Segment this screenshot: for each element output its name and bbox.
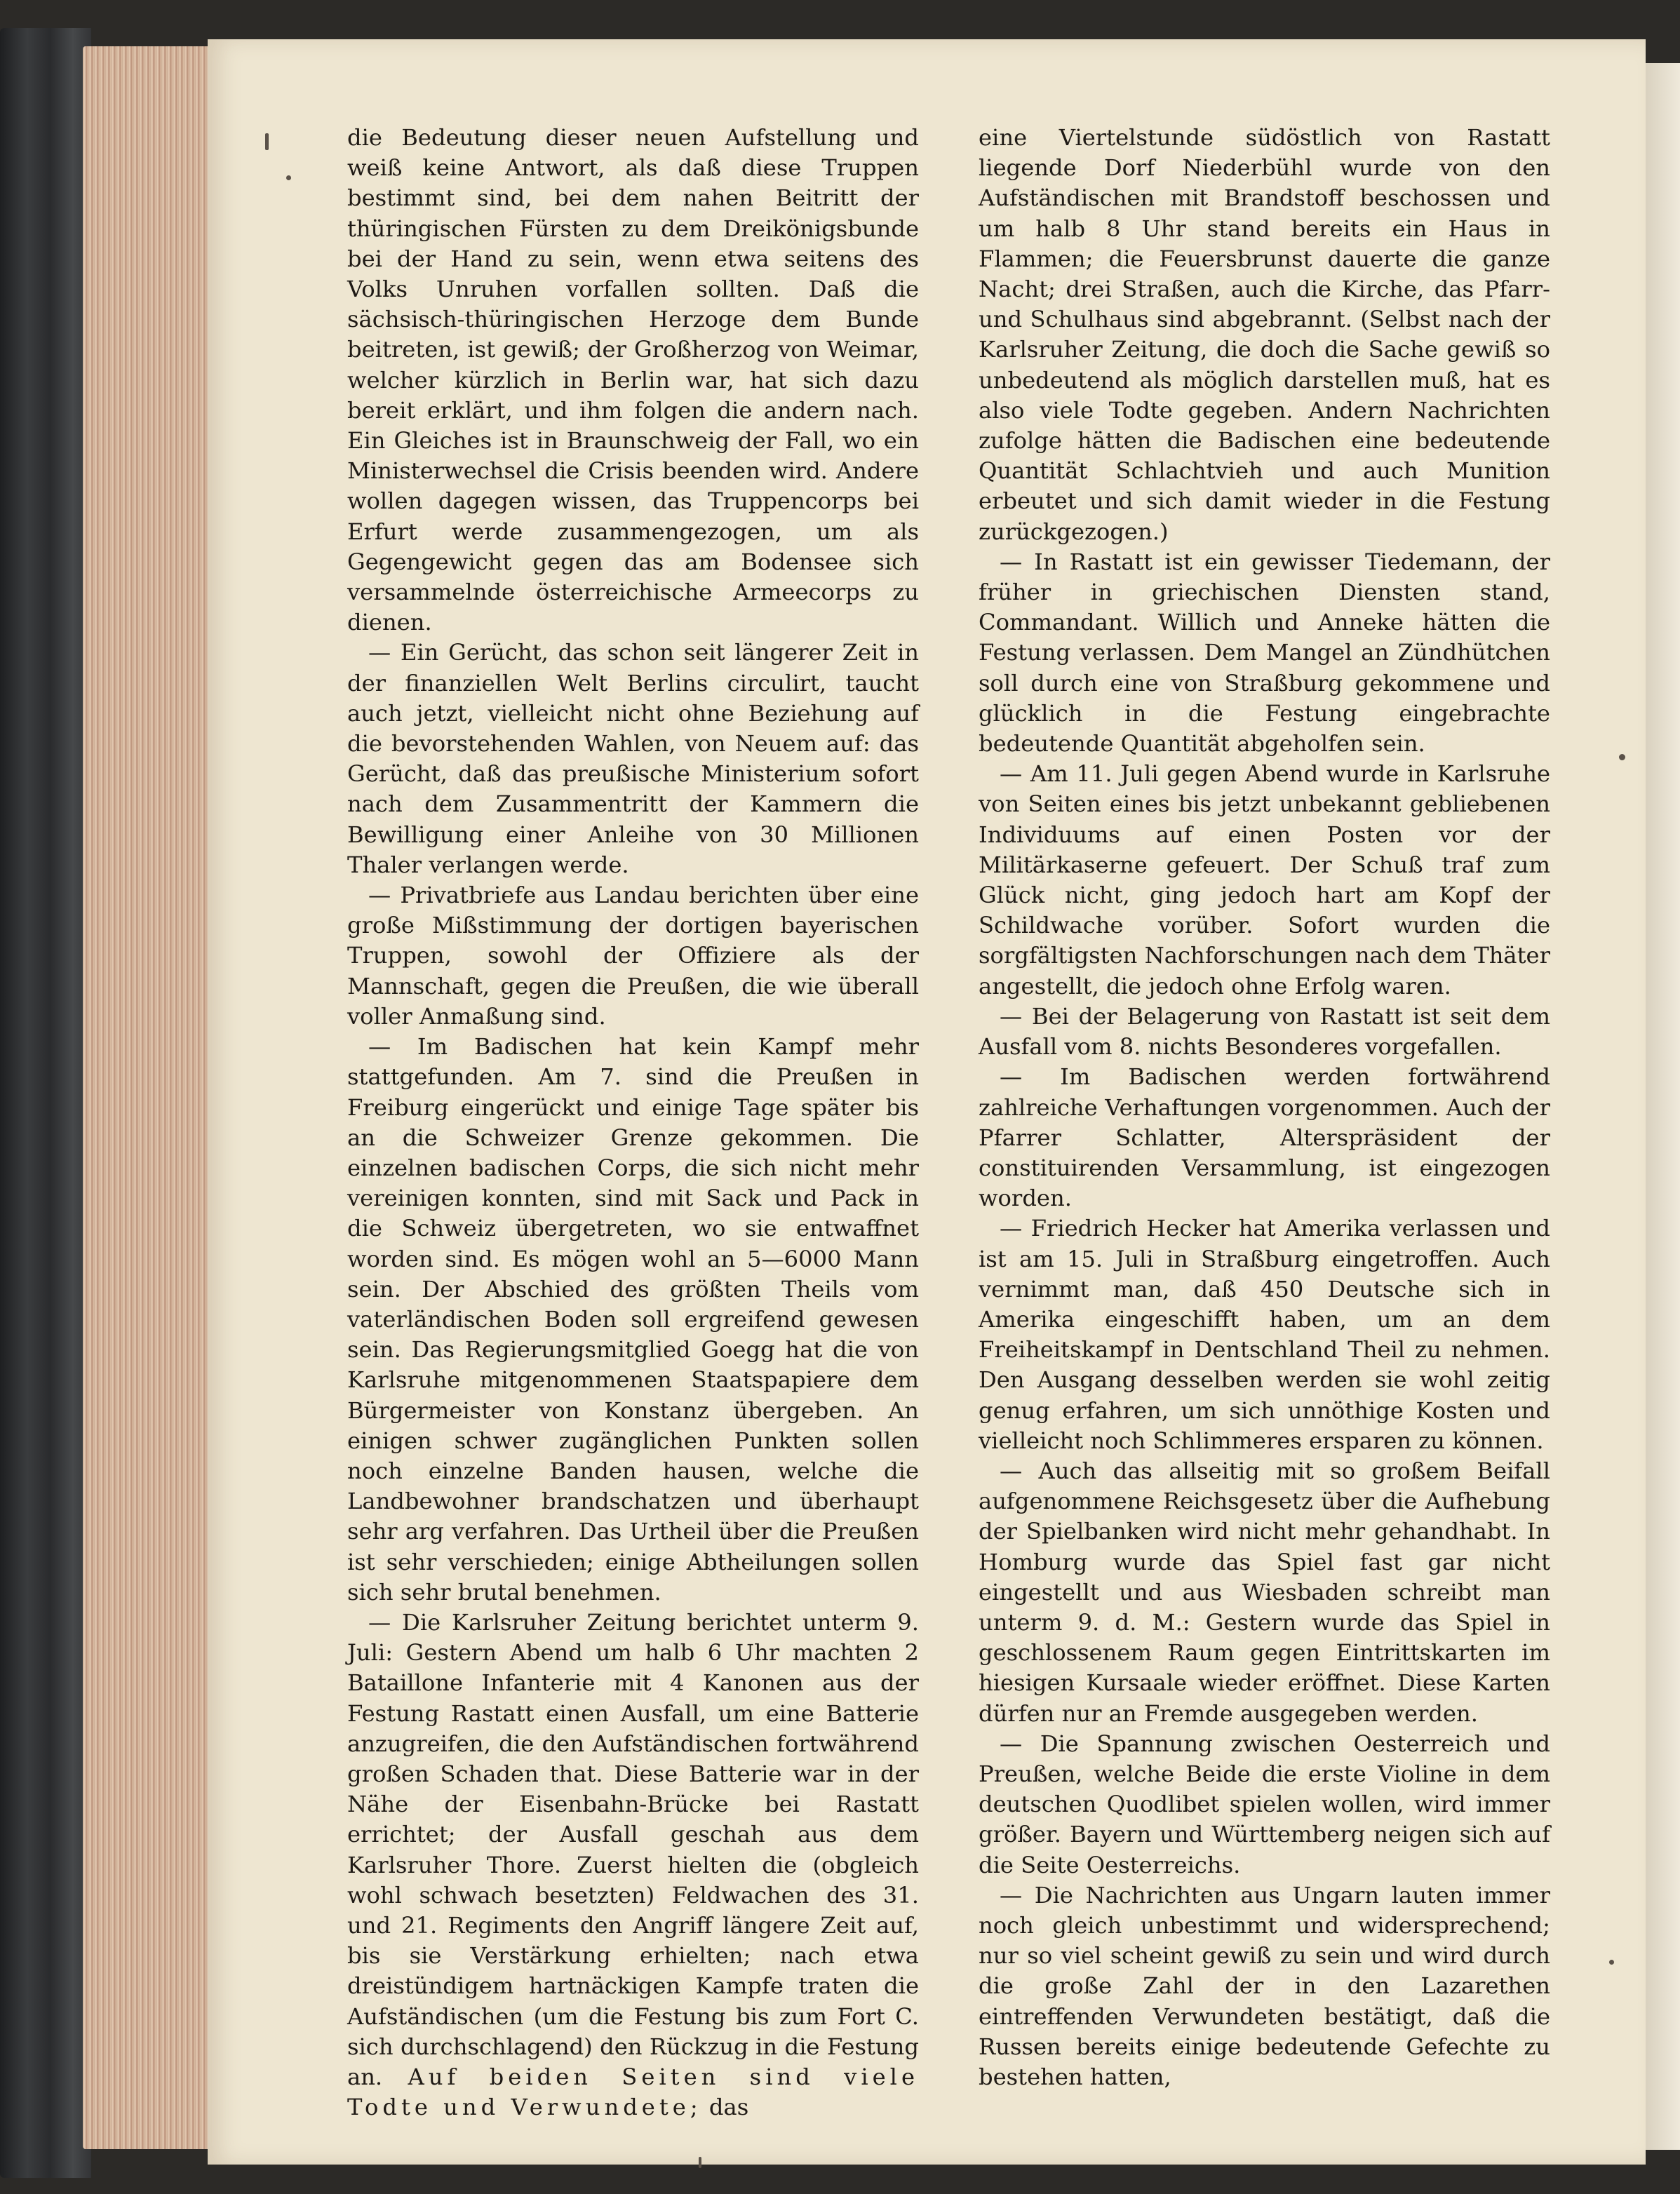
paragraph: — In Rastatt ist ein gewisser Tiedemann, der früher in griechischen Diensten stand, Commandant. Willich und Anneke hätten die Festung verlassen. Dem Mangel an Zündhütchen soll durch eine von Straßburg gekommene und glücklich in die Festung eingebrachte bedeutende Quantität abgeholfen sein. [979,548,1550,758]
paragraph: die Bedeutung dieser neuen Aufstellung und weiß keine Antwort, als daß diese Truppen bestimmt sind, bei dem nahen Beitritt der thüringischen Fürsten zu dem Dreikönigsbunde bei der Hand zu sein, wenn etwa seitens des Volks Unruhen vorfallen sollten. Daß die sächsisch-thüringischen Herzoge dem Bunde beitreten, ist gewiß; der Großherzog von Weimar, welcher kürzlich in Berlin war, hat sich dazu bereit erklärt, und ihm folgen die andern nach. Ein Gleiches ist in Braunschweig der Fall, wo ein Ministerwechsel die Crisis beenden wird. Andere wollen dagegen wissen, das Truppencorps bei Erfurt werde zusammengezogen, um als Gegengewicht gegen das am Bodensee sich versammelnde österreichische Armeecorps zu dienen. [347,124,919,636]
next-page-edge [1646,63,1680,2150]
paragraph: — Friedrich Hecker hat Amerika verlassen und ist am 15. Juli in Straßburg eingetroffen. Auch vernimmt man, daß 450 Deutsche sich in Amerika eingeschifft haben, um an dem Freiheitskampf in Dentschland Theil zu nehmen. Den Ausgang desselben werden sie wohl zeitig genug erfahren, um sich unnöthige Kosten und vielleicht noch Schlimmeres ersparen zu können. [979,1215,1550,1454]
paragraph: — Ein Gerücht, das schon seit längerer Zeit in der finanziellen Welt Berlins circulirt, taucht auch jetzt, vielleicht nicht ohne Beziehung auf die bevorstehenden Wahlen, von Neuem auf: das Gerücht, daß das preußische Ministerium sofort nach dem Zusammentritt der Kammern die Bewilligung einer Anleihe von 30 Millionen Thaler verlangen werde. [347,639,919,878]
right-text-column [979,123,1550,2092]
paragraph: — Bei der Belagerung von Rastatt ist seit dem Ausfall vom 8. nichts Besonderes vorgefallen. [979,1002,1550,1061]
ink-speck [265,133,269,150]
paragraph: — Im Badischen hat kein Kampf mehr stattgefunden. Am 7. sind die Preußen in Freiburg eingerückt und einige Tage später bis an die Schweizer Grenze gekommen. Die einzelnen badischen Corps, die sich nicht mehr vereinigen konnten, sind mit Sack und Pack in die Schweiz übergetreten, wo sie entwaffnet worden sind. Es mögen wohl an 5—6000 Mann sein. Der Abschied des größten Theils vom vaterländischen Boden soll ergreifend gewesen sein. Das Regierungsmitglied Goegg hat die von Karlsruhe mitgenommenen Staatspapiere dem Bürgermeister von Konstanz übergeben. An einigen schwer zugänglichen Punkten sollen noch einzelne Banden hausen, welche die Landbewohner brandschatzen und überhaupt sehr arg verfahren. Das Urtheil über die Preußen ist sehr verschieden; einige Abtheilungen sollen sich sehr brutal benehmen. [347,1033,919,1606]
ink-speck [286,175,291,180]
paragraph: — Am 11. Juli gegen Abend wurde in Karlsruhe von Seiten eines bis jetzt unbekannt gebliebenen Individuums auf einen Posten vor der Militärkaserne gefeuert. Der Schuß traf zum Glück nicht, ging jedoch hart am Kopf der Schildwache vorüber. Sofort wurden die sorgfältigsten Nachforschungen nach dem Thäter angestellt, die jedoch ohne Erfolg waren. [979,760,1550,1000]
paragraph-text: — Die Karlsruher Zeitung berichtet unterm 9. Juli: Gestern Abend um halb 6 Uhr machten 2 Bataillone Infanterie mit 4 Kanonen aus der Festung Rastatt einen Ausfall, um eine Batterie anzugreifen, die den Aufständischen fortwährend großen Schaden that. Diese Batterie war in der Nähe der Eisenbahn-Brücke bei Rastatt errichtet; der Ausfall geschah aus dem Karlsruher Thore. Zuerst hielten die (obgleich wohl schwach besetzten) Feldwachen des 31. und 21. Regiments den Angriff längere Zeit auf, bis sie Verstärkung erhielten; nach etwa dreistündigem hartnäckigen Kampfe traten die Aufständischen (um die Festung bis zum Fort C. sich durchschlagend) den Rückzug in die Festung an. [347,1608,919,2090]
paragraph-tail: das [701,2094,749,2121]
paragraph: — Privatbriefe aus Landau berichten über eine große Mißstimmung der dortigen bayerischen Truppen, sowohl der Offiziere als der Mannschaft, gegen die Preußen, die wie überall voller Anmaßung sind. [347,882,919,1030]
paragraph: eine Viertelstunde südöstlich von Rastatt liegende Dorf Niederbühl wurde von den Aufständischen mit Brandstoff beschossen und um halb 8 Uhr stand bereits ein Haus in Flammen; die Feuersbrunst dauerte die ganze Nacht; drei Straßen, auch die Kirche, das Pfarr- und Schulhaus sind abgebrannt. (Selbst nach der Karlsruher Zeitung, die doch die Sache gewiß so unbedeutend als möglich darstellen muß, hat es also viele Todte gegeben. Andern Nachrichten zufolge hätten die Badischen eine bedeutende Quantität Schlachtvieh und auch Munition erbeutet und sich damit wieder in die Festung zurückgezogen.) [979,124,1550,545]
paragraph: — Auch das allseitig mit so großem Beifall aufgenommene Reichsgesetz über die Aufhebung der Spielbanken wird nicht mehr gehandhabt. In Homburg wurde das Spiel fast gar nicht eingestellt und aus Wiesbaden schreibt man unterm 9. d. M.: Gestern wurde das Spiel in geschlossenem Raum gegen Eintrittskarten im hiesigen Kursaale wieder eröffnet. Diese Karten dürfen nur an Fremde ausgegeben werden. [979,1457,1550,1727]
ink-speck [1609,1960,1614,1965]
book-spine [0,28,91,2178]
left-text-column [347,123,919,2122]
ink-speck [1619,754,1625,760]
paragraph: — Die Spannung zwischen Oesterreich und Preußen, welche Beide die erste Violine in dem deutschen Quodlibet spielen wollen, wird immer größer. Bayern und Württemberg neigen sich auf die Seite Oesterreichs. [979,1730,1550,1878]
paragraph: — Die Nachrichten aus Ungarn lauten immer noch gleich unbestimmt und widersprechend; nur so viel scheint gewiß zu sein und wird durch die große Zahl der in den Lazarethen eintreffenden Verwundeten bestätigt, daß die Russen bereits einige bedeutende Gefechte zu bestehen hatten, [979,1881,1550,2090]
paragraph [347,1608,919,2122]
paragraph: — Im Badischen werden fortwährend zahlreiche Verhaftungen vorgenommen. Auch der Pfarrer Schlatter, Alterspräsident der constituirenden Versammlung, ist eingezogen worden. [979,1063,1550,1212]
page-edges [83,46,212,2149]
emphasized-text: Auf beiden Seiten sind viele Todte und Verwundete; [347,2064,919,2121]
ink-speck [699,2157,701,2168]
